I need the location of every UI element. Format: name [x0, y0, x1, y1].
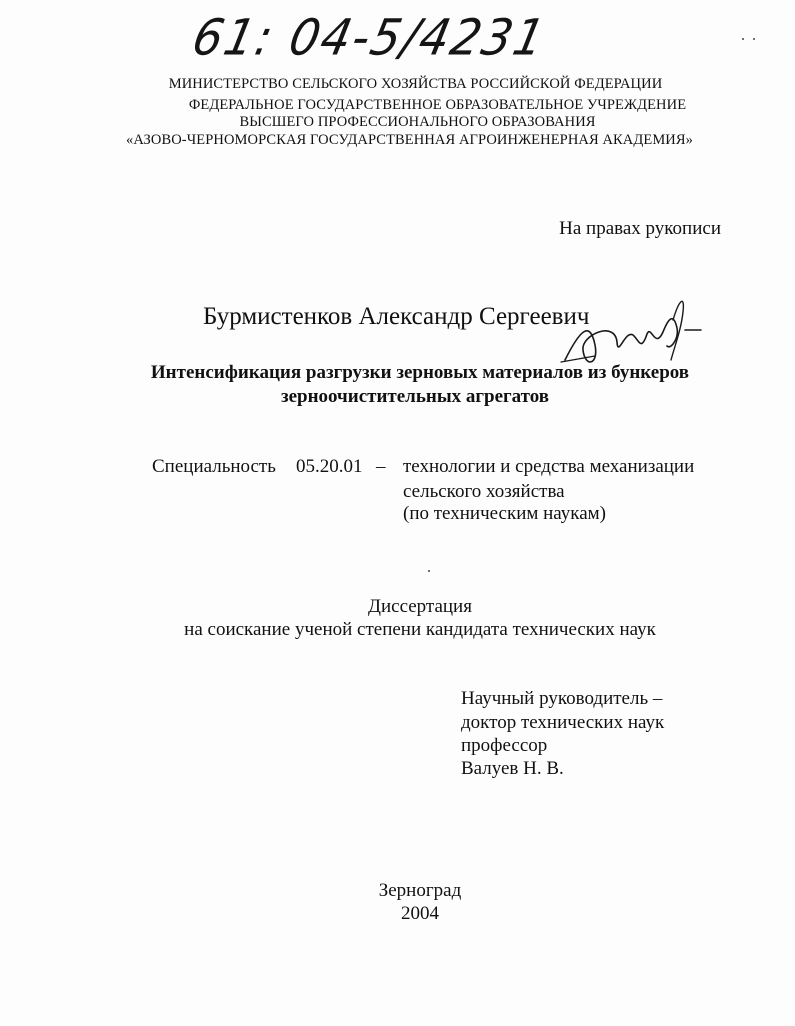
speciality-description-line2: сельского хозяйства: [403, 481, 565, 502]
degree-line: на соискание ученой степени кандидата технических наук: [184, 619, 656, 640]
scan-speck: [742, 38, 744, 40]
supervisor-title: профессор: [461, 735, 548, 756]
supervisor-name: Валуев Н. В.: [461, 758, 564, 779]
document-type: Диссертация: [368, 596, 472, 617]
author-name: Бурмистенков Александр Сергеевич: [203, 303, 590, 330]
speciality-description-line1: технологии и средства механизации: [403, 456, 695, 477]
institution-line: ФЕДЕРАЛЬНОЕ ГОСУДАРСТВЕННОЕ ОБРАЗОВАТЕЛЬНОЕ УЧРЕЖДЕНИЕ: [188, 97, 687, 113]
speciality-description-line3: (по техническим наукам): [403, 503, 606, 524]
supervisor-degree: доктор технических наук: [461, 712, 665, 733]
academy-name-line: «АЗОВО-ЧЕРНОМОРСКАЯ ГОСУДАРСТВЕННАЯ АГРОИНЖЕНЕРНАЯ АКАДЕМИЯ»: [125, 132, 694, 148]
rights-note: На правах рукописи: [559, 218, 721, 239]
supervisor-role: Научный руководитель –: [461, 688, 663, 709]
scan-speck: [428, 570, 430, 572]
education-level-line: ВЫСШЕГО ПРОФЕССИОНАЛЬНОГО ОБРАЗОВАНИЯ: [239, 114, 596, 130]
speciality-code: 05.20.01: [296, 456, 363, 477]
archive-number-handwritten: 61: 04-5/4231: [187, 8, 552, 67]
speciality-label: Специальность: [152, 456, 276, 477]
dissertation-title-line1: Интенсификация разгрузки зерновых материалов из бункеров: [150, 362, 690, 383]
speciality-dash: –: [376, 456, 386, 477]
scan-speck: [753, 38, 755, 40]
ministry-line: МИНИСТЕРСТВО СЕЛЬСКОГО ХОЗЯЙСТВА РОССИЙСКОЙ ФЕДЕРАЦИИ: [168, 76, 663, 92]
city: Зерноград: [378, 880, 462, 901]
year: 2004: [401, 903, 439, 924]
dissertation-title-line2: зерноочистительных агрегатов: [280, 386, 550, 407]
